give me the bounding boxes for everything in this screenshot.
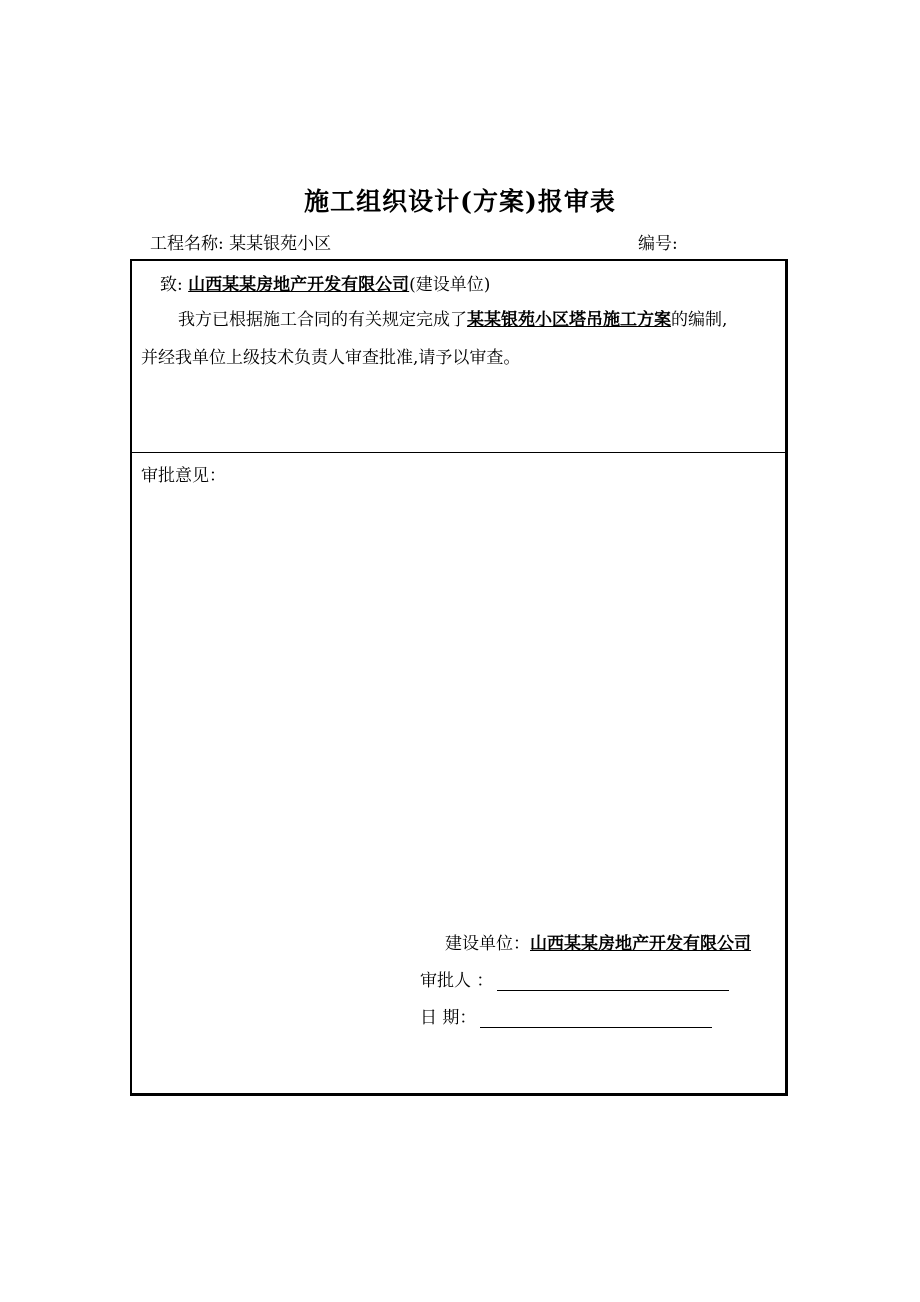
- approval-opinion-label: 审批意见：: [141, 466, 226, 486]
- project-name-label: 工程名称:: [150, 234, 224, 254]
- date-blank: [480, 1010, 712, 1028]
- project-name-value: 某某银苑小区: [229, 234, 332, 254]
- submission-text-suffix: 的编制,: [671, 310, 728, 330]
- approver-label: 审批人 ：: [420, 971, 494, 991]
- submission-text-prefix: 我方已根据施工合同的有关规定完成了: [178, 310, 467, 330]
- date-line: [420, 1003, 712, 1028]
- review-form-table: [130, 259, 788, 1096]
- approver-signature-blank: [497, 973, 729, 991]
- addressee-company: 山西某某房地产开发有限公司: [188, 275, 410, 295]
- addressee-line: [160, 270, 490, 295]
- document-number-label: 编号:: [638, 234, 678, 254]
- submission-text-line-1: [178, 305, 727, 330]
- approving-unit-name: 山西某某房地产开发有限公司: [530, 934, 751, 954]
- project-name-row: [150, 229, 331, 254]
- addressee-suffix: (建设单位): [409, 275, 491, 295]
- submission-text-line-2: 并经我单位上级技术负责人审查批准,请予以审查。: [141, 348, 521, 368]
- plan-name: 某某银苑小区塔吊施工方案: [467, 310, 671, 330]
- date-label: 日 期：: [420, 1008, 477, 1028]
- addressee-label: 致:: [160, 275, 183, 295]
- submission-section: [132, 261, 785, 453]
- form-title: 施工组织设计(方案)报审表: [304, 187, 616, 216]
- approving-unit-label: 建设单位：: [445, 934, 530, 954]
- approver-line: [420, 966, 729, 991]
- approving-unit-line: [445, 929, 751, 954]
